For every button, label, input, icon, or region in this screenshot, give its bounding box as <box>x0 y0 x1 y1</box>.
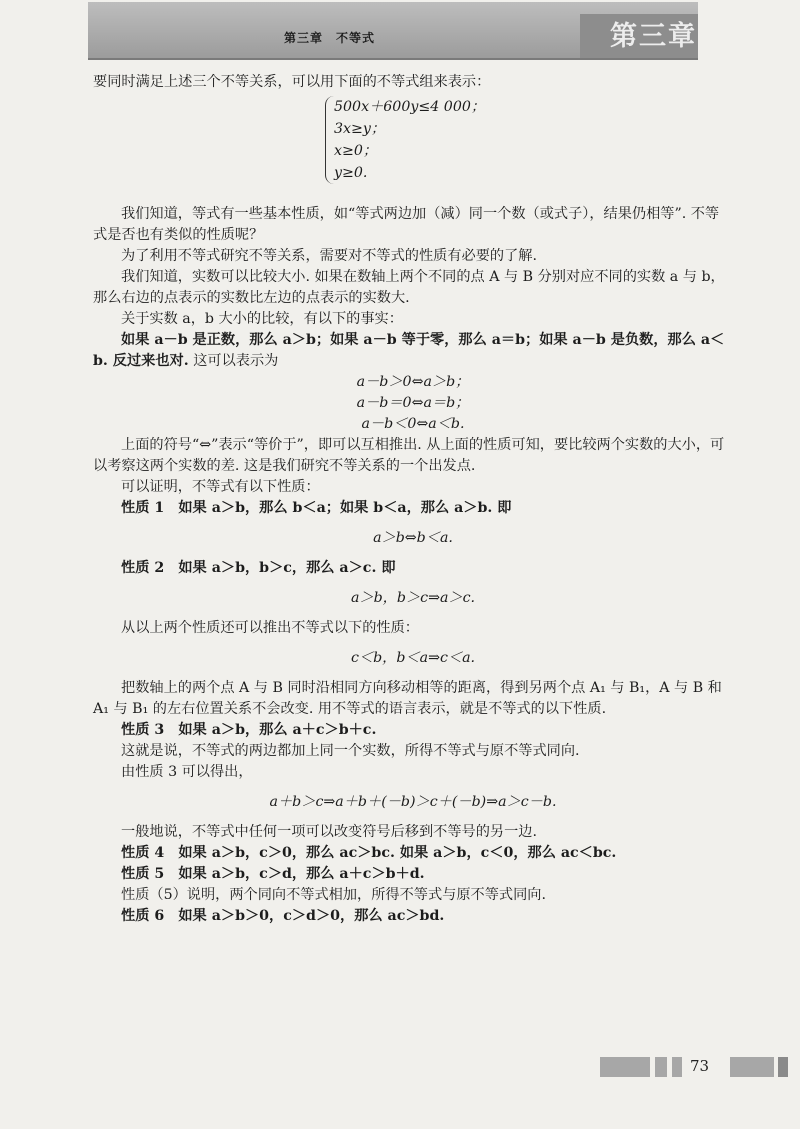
system-line: 3x≥y； <box>334 121 386 137</box>
system-line: y≥0. <box>334 165 368 181</box>
system-line: x≥0； <box>334 143 378 159</box>
property-5: 性质 5 如果 a＞b，c＞d，那么 a＋c＞b＋d. <box>121 866 425 882</box>
paragraph: 把数轴上的两个点 A 与 B 同时沿相同方向移动相等的距离，得到另两个点 A₁ 与 B₁，A 与 B 和 A₁ 与 B₁ 的左右位置关系不会改变. 用不等式的语言表示，就是不等式的以下性质. <box>93 680 722 717</box>
fact-line: a－b＜0⇔a＜b. <box>361 416 465 432</box>
bold-statement: 如果 a－b 是正数，那么 a＞b；如果 a－b 等于零，那么 a＝b；如果 a－b 是负数，那么 a＜b. 反过来也对. <box>93 332 725 369</box>
paragraph <box>93 330 733 372</box>
equation: a＞b，b＞c⇒a＞c. <box>350 590 476 606</box>
inequality-system <box>325 96 733 184</box>
paragraph: 一般地说，不等式中任何一项可以改变符号后移到不等号的另一边. <box>121 824 537 840</box>
paragraph: 这就是说，不等式的两边都加上同一个实数，所得不等式与原不等式同向. <box>121 743 580 759</box>
fact-line: a－b＝0⇔a＝b； <box>356 395 470 411</box>
paragraph: 由性质 3 可以得出， <box>121 764 253 780</box>
paragraph: 我们知道，实数可以比较大小. 如果在数轴上两个不同的点 A 与 B 分别对应不同的实数 a 与 b，那么右边的点表示的实数比左边的点表示的实数大. <box>93 269 725 306</box>
paragraph: 关于实数 a，b 大小的比较，有以下的事实： <box>121 311 403 327</box>
paragraph: 可以证明，不等式有以下性质： <box>121 479 320 495</box>
property-2: 性质 2 如果 a＞b，b＞c，那么 a＞c. 即 <box>121 560 396 576</box>
property-3: 性质 3 如果 a＞b，那么 a＋c＞b＋c. <box>121 722 377 738</box>
equation: a＋b＞c⇒a＋b＋(－b)＞c＋(－b)⇒a＞c－b. <box>269 794 557 810</box>
footer-bar <box>778 1057 788 1077</box>
property-1: 性质 1 如果 a＞b，那么 b＜a；如果 b＜a，那么 a＞b. 即 <box>121 500 512 516</box>
property-6: 性质 6 如果 a＞b＞0，c＞d＞0，那么 ac＞bd. <box>121 908 445 924</box>
fact-line: a－b＞0⇔a＞b； <box>356 374 470 390</box>
chapter-tab-label: 第三章 <box>610 21 697 52</box>
system-intro: 要同时满足上述三个不等关系，可以用下面的不等式组来表示： <box>93 74 491 90</box>
paragraph: 性质（5）说明，两个同向不等式相加，所得不等式与原不等式同向. <box>121 887 546 903</box>
page-header <box>88 2 698 60</box>
equation: c＜b，b＜a⇒c＜a. <box>350 650 476 666</box>
paragraph: 从以上两个性质还可以推出不等式以下的性质： <box>121 620 419 636</box>
footer-bar <box>600 1057 650 1077</box>
footer-bar <box>672 1057 682 1077</box>
paragraph: 为了利用不等式研究不等关系，需要对不等式的性质有必要的了解. <box>121 248 537 264</box>
header-title: 第三章 不等式 <box>284 31 376 45</box>
property-4: 性质 4 如果 a＞b，c＞0，那么 ac＞bc. 如果 a＞b，c＜0，那么 ac＜bc. <box>121 845 617 861</box>
equation: a＞b⇔b＜a. <box>373 530 453 546</box>
footer-bar <box>730 1057 774 1077</box>
page-number: 73 <box>690 1057 710 1075</box>
paragraph: 上面的符号“⇔”表示“等价于”，即可以互相推出. 从上面的性质可知，要比较两个实数的大小，可以考察这两个实数的差. 这是我们研究不等关系的一个出发点. <box>93 437 725 474</box>
system-line: 500x＋600y≤4 000； <box>334 99 486 115</box>
paragraph: 我们知道，等式有一些基本性质，如“等式两边加（减）同一个数（或式子），结果仍相等”. 不等式是否也有类似的性质呢？ <box>93 206 720 243</box>
statement-tail: 这可以表示为 <box>193 353 279 369</box>
page-content <box>93 72 733 927</box>
footer-bar <box>655 1057 667 1077</box>
